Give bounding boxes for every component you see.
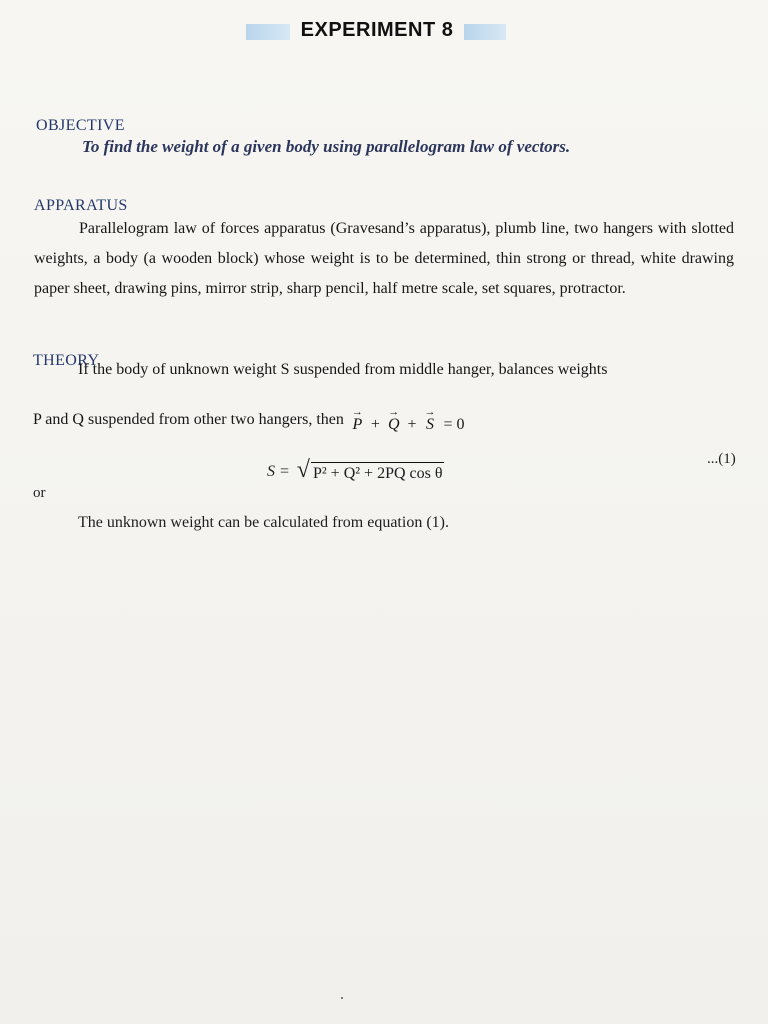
theory-heading: THEORY bbox=[33, 352, 100, 369]
page-mark bbox=[341, 997, 343, 999]
sqrt-icon: √ bbox=[296, 457, 310, 483]
theory-line-2-prefix: P and Q suspended from other two hangers, then bbox=[33, 411, 344, 428]
theory-line-1: If the body of unknown weight S suspended from middle hanger, balances weights bbox=[78, 361, 608, 378]
weight-formula bbox=[267, 457, 444, 484]
vector-q-label: Q bbox=[387, 416, 400, 433]
vector-q bbox=[388, 407, 400, 433]
vector-p bbox=[352, 407, 363, 433]
square-root bbox=[296, 457, 444, 484]
vector-arrow-icon: → bbox=[424, 406, 436, 418]
apparatus-heading: APPARATUS bbox=[34, 197, 128, 214]
vector-s bbox=[425, 407, 436, 433]
experiment-header bbox=[246, 18, 506, 46]
header-left-band bbox=[246, 24, 290, 40]
conclusion-text: The unknown weight can be calculated from equation (1). bbox=[78, 514, 449, 531]
equation-number: ...(1) bbox=[707, 451, 736, 467]
apparatus-text: Parallelogram law of forces apparatus (Gravesand’s apparatus), plumb line, two hangers with slotted weights, a body (a wooden block) whose weight is to be determined, thin strong or thread, white drawing paper sheet, drawing pins, mirror strip, sharp pencil, half metre scale, set squares, protractor. bbox=[34, 220, 734, 297]
vector-arrow-icon: → bbox=[388, 406, 400, 418]
formula-lhs: S = bbox=[267, 463, 290, 480]
or-label: or bbox=[33, 485, 46, 501]
plus-sign-2: + bbox=[407, 416, 417, 433]
vector-p-label: P bbox=[352, 416, 363, 433]
vector-s-label: S bbox=[426, 416, 435, 433]
equals-zero: = 0 bbox=[443, 416, 465, 433]
formula-radicand: P² + Q² + 2PQ cos θ bbox=[311, 462, 444, 483]
experiment-title: EXPERIMENT 8 bbox=[300, 19, 454, 41]
vector-equation bbox=[352, 407, 465, 433]
objective-heading: OBJECTIVE bbox=[36, 117, 125, 134]
objective-text: To find the weight of a given body using parallelogram law of vectors. bbox=[82, 137, 571, 156]
header-right-band bbox=[464, 24, 506, 40]
theory-line-2 bbox=[33, 407, 733, 433]
vector-arrow-icon: → bbox=[351, 406, 363, 418]
plus-sign-1: + bbox=[370, 416, 380, 433]
